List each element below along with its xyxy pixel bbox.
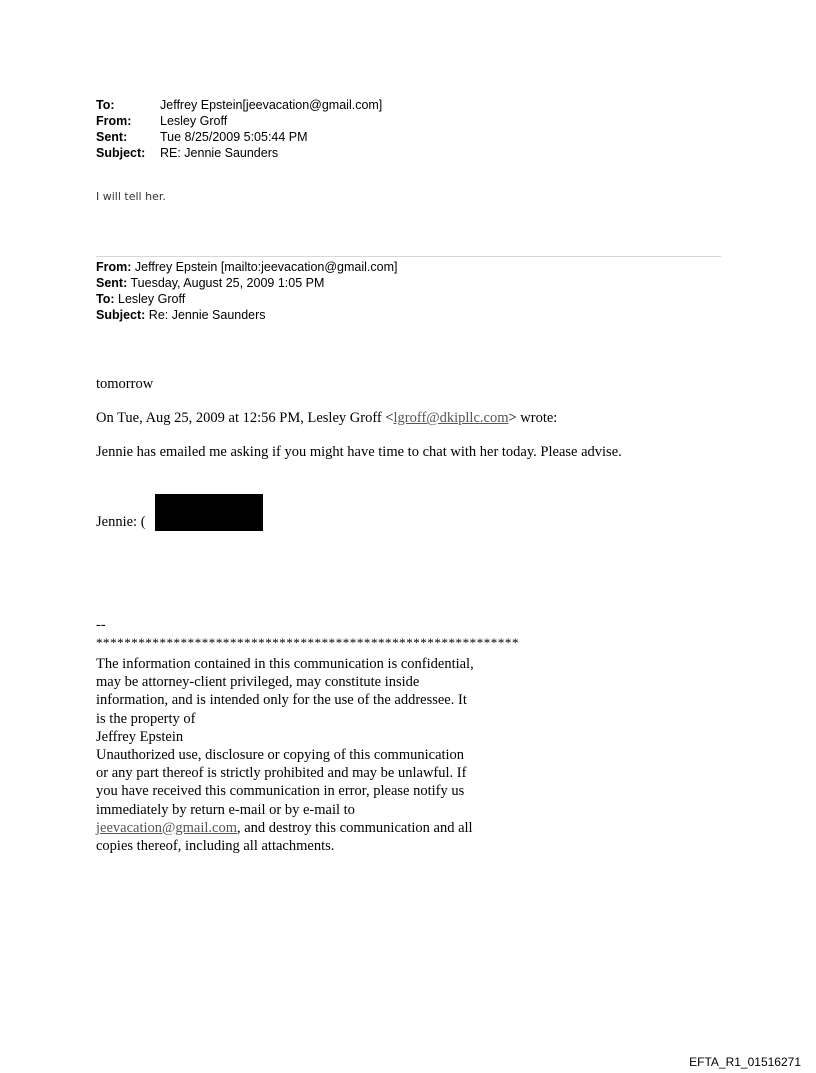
orig-from-label: From:: [96, 260, 132, 274]
reply-body: I will tell her.: [96, 190, 166, 203]
from-row: [96, 113, 382, 129]
quote-attribution: [96, 409, 557, 427]
to-label: To:: [96, 98, 115, 112]
from-value: Lesley Groff: [160, 114, 228, 128]
quote-prefix: On Tue, Aug 25, 2009 at 12:56 PM, Lesley Groff <: [96, 410, 394, 426]
orig-sent-row: [96, 275, 397, 291]
body-tomorrow: tomorrow: [96, 376, 154, 392]
disclaimer-part-4: , and destroy this communication and all copies thereof, including all attachments.: [96, 819, 473, 855]
orig-to-value: Lesley Groff: [118, 292, 186, 306]
orig-from-value: Jeffrey Epstein [mailto:jeevacation@gmail.com]: [134, 260, 398, 274]
quote-suffix: > wrote:: [508, 410, 558, 426]
message-divider: [96, 256, 721, 257]
orig-sent-label: Sent:: [96, 276, 128, 290]
to-row: [96, 97, 382, 113]
disclaimer-email-link[interactable]: jeevacation@gmail.com: [96, 819, 237, 836]
orig-to-row: [96, 291, 397, 307]
signature-dashes: --: [96, 617, 106, 633]
sent-value: Tue 8/25/2009 5:05:44 PM: [160, 130, 308, 144]
disclaimer-part-1: The information contained in this communication is confidential, may be attorney-client privileged, may constitute inside information, and is intended only for the use of the addressee. It is the property of: [96, 656, 474, 727]
subject-row: [96, 145, 382, 161]
disclaimer: [96, 655, 476, 855]
subject-value: RE: Jennie Saunders: [160, 146, 279, 160]
sent-row: [96, 129, 382, 145]
subject-label: Subject:: [96, 146, 146, 160]
jennie-line: Jennie: (: [96, 514, 146, 530]
document-id: EFTA_R1_01516271: [689, 1055, 801, 1069]
disclaimer-part-3-wrap: [96, 746, 476, 855]
original-message-header: [96, 259, 397, 323]
quote-email-link[interactable]: lgroff@dkipllc.com: [393, 410, 509, 426]
redaction-box: [155, 494, 263, 531]
signature-stars: ************************************************************: [96, 635, 519, 650]
disclaimer-part-3: Unauthorized use, disclosure or copying of this communication or any part thereof is strictly prohibited and may be unlawful. If you have received this communication in error, please notify us immediately by return e-mail or by e-mail to: [96, 747, 467, 818]
sent-label: Sent:: [96, 130, 128, 144]
orig-to-label: To:: [96, 292, 115, 306]
jennie-message: Jennie has emailed me asking if you might have time to chat with her today. Please advise.: [96, 444, 622, 460]
orig-subject-label: Subject:: [96, 308, 146, 322]
orig-subject-value: Re: Jennie Saunders: [148, 308, 266, 322]
orig-sent-value: Tuesday, August 25, 2009 1:05 PM: [130, 276, 325, 290]
from-label: From:: [96, 114, 132, 128]
orig-from-row: [96, 259, 397, 275]
orig-subject-row: [96, 307, 397, 323]
disclaimer-part-2: Jeffrey Epstein: [96, 728, 184, 745]
email-header: [96, 97, 382, 161]
to-value: Jeffrey Epstein[jeevacation@gmail.com]: [160, 98, 383, 112]
